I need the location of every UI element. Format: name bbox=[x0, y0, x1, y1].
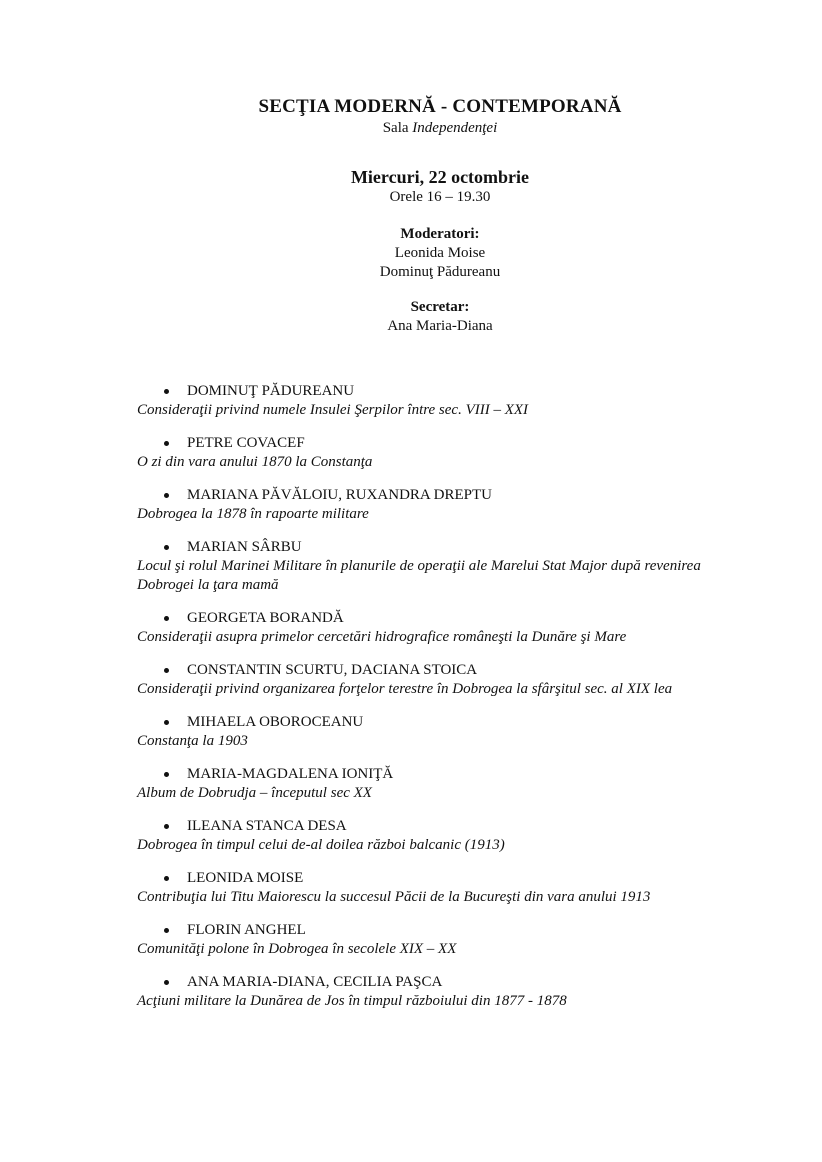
secretary-name: Ana Maria-Diana bbox=[387, 318, 493, 334]
list-item bbox=[137, 713, 757, 751]
author-text: FLORIN ANGHEL bbox=[187, 922, 306, 938]
author-text: ILEANA STANCA DESA bbox=[187, 818, 347, 834]
list-item bbox=[137, 538, 757, 595]
bullet-icon bbox=[164, 980, 169, 985]
hall-prefix: Sala bbox=[382, 120, 409, 136]
paper-title: Consideraţii asupra primelor cercetări hidrografice româneşti la Dunăre şi Mare bbox=[137, 629, 627, 645]
bullet-icon bbox=[164, 876, 169, 881]
paper-title: Dobrogea în timpul celui de-al doilea război balcanic (1913) bbox=[137, 837, 505, 853]
list-item bbox=[137, 609, 757, 647]
bullet-icon bbox=[164, 441, 169, 446]
author-text: LEONIDA MOISE bbox=[187, 870, 304, 886]
entry-authors bbox=[137, 765, 757, 784]
paper-title: Acţiuni militare la Dunărea de Jos în timpul războiului din 1877 - 1878 bbox=[137, 993, 567, 1009]
paper-title: Comunităţi polone în Dobrogea în secolele XIX – XX bbox=[137, 941, 457, 957]
entry-authors bbox=[137, 609, 757, 628]
entry-authors bbox=[137, 869, 757, 888]
entry-authors bbox=[137, 817, 757, 836]
entry-authors bbox=[137, 713, 757, 732]
paper-title: Constanţa la 1903 bbox=[137, 733, 248, 749]
bullet-icon bbox=[164, 493, 169, 498]
list-item bbox=[137, 921, 757, 959]
entry-authors bbox=[137, 434, 757, 453]
paper-title: Locul şi rolul Marinei Militare în planurile de operaţii ale Marelui Stat Major după revenirea Dobrogei la ţara mamă bbox=[137, 558, 701, 593]
list-item bbox=[137, 973, 757, 1011]
entry-authors bbox=[137, 973, 757, 992]
list-item bbox=[137, 765, 757, 803]
paper-title: O zi din vara anului 1870 la Constanţa bbox=[137, 454, 373, 470]
bullet-icon bbox=[164, 545, 169, 550]
paper-title: Dobrogea la 1878 în rapoarte militare bbox=[137, 506, 369, 522]
bullet-icon bbox=[164, 928, 169, 933]
entry-authors bbox=[137, 382, 757, 401]
entry-authors bbox=[137, 661, 757, 680]
list-item bbox=[137, 382, 757, 420]
session-day: Miercuri, 22 octombrie bbox=[350, 167, 530, 187]
section-title: SECŢIA MODERNĂ - CONTEMPORANĂ bbox=[258, 96, 622, 117]
paper-title: Album de Dobrudja – începutul sec XX bbox=[137, 785, 372, 801]
presentation-list bbox=[137, 382, 757, 1025]
moderator-name: Dominuţ Pădureanu bbox=[379, 264, 501, 280]
author-text: MARIANA PĂVĂLOIU, RUXANDRA DREPTU bbox=[187, 487, 493, 503]
author-text: MARIA-MAGDALENA IONIŢĂ bbox=[187, 766, 394, 782]
secretary-title: Secretar: bbox=[410, 299, 470, 315]
author-text: GEORGETA BORANDĂ bbox=[187, 610, 344, 626]
hall-name: Independenţei bbox=[412, 120, 498, 136]
bullet-icon bbox=[164, 616, 169, 621]
bullet-icon bbox=[164, 824, 169, 829]
entry-authors bbox=[137, 486, 757, 505]
moderators-title: Moderatori: bbox=[400, 226, 480, 242]
list-item bbox=[137, 434, 757, 472]
session-hours: Orele 16 – 19.30 bbox=[389, 189, 491, 205]
author-text: PETRE COVACEF bbox=[187, 435, 305, 451]
bullet-icon bbox=[164, 668, 169, 673]
author-text: CONSTANTIN SCURTU, DACIANA STOICA bbox=[187, 662, 478, 678]
paper-title: Contribuţia lui Titu Maiorescu la succesul Păcii de la Bucureşti din vara anului 1913 bbox=[137, 889, 651, 905]
bullet-icon bbox=[164, 720, 169, 725]
author-text: DOMINUŢ PĂDUREANU bbox=[187, 383, 355, 399]
list-item bbox=[137, 486, 757, 524]
session-header bbox=[0, 95, 822, 336]
hall-line bbox=[0, 119, 822, 138]
paper-title: Consideraţii privind organizarea forţelor terestre în Dobrogea la sfârşitul sec. al XIX lea bbox=[137, 681, 673, 697]
bullet-icon bbox=[164, 389, 169, 394]
author-text: ANA MARIA-DIANA, CECILIA PAŞCA bbox=[187, 974, 443, 990]
author-text: MIHAELA OBOROCEANU bbox=[187, 714, 364, 730]
author-text: MARIAN SÂRBU bbox=[187, 539, 302, 555]
entry-authors bbox=[137, 921, 757, 940]
entry-authors bbox=[137, 538, 757, 557]
list-item bbox=[137, 869, 757, 907]
list-item bbox=[137, 817, 757, 855]
list-item bbox=[137, 661, 757, 699]
moderator-name: Leonida Moise bbox=[394, 245, 486, 261]
bullet-icon bbox=[164, 772, 169, 777]
paper-title: Consideraţii privind numele Insulei Şerpilor între sec. VIII – XXI bbox=[137, 402, 529, 418]
